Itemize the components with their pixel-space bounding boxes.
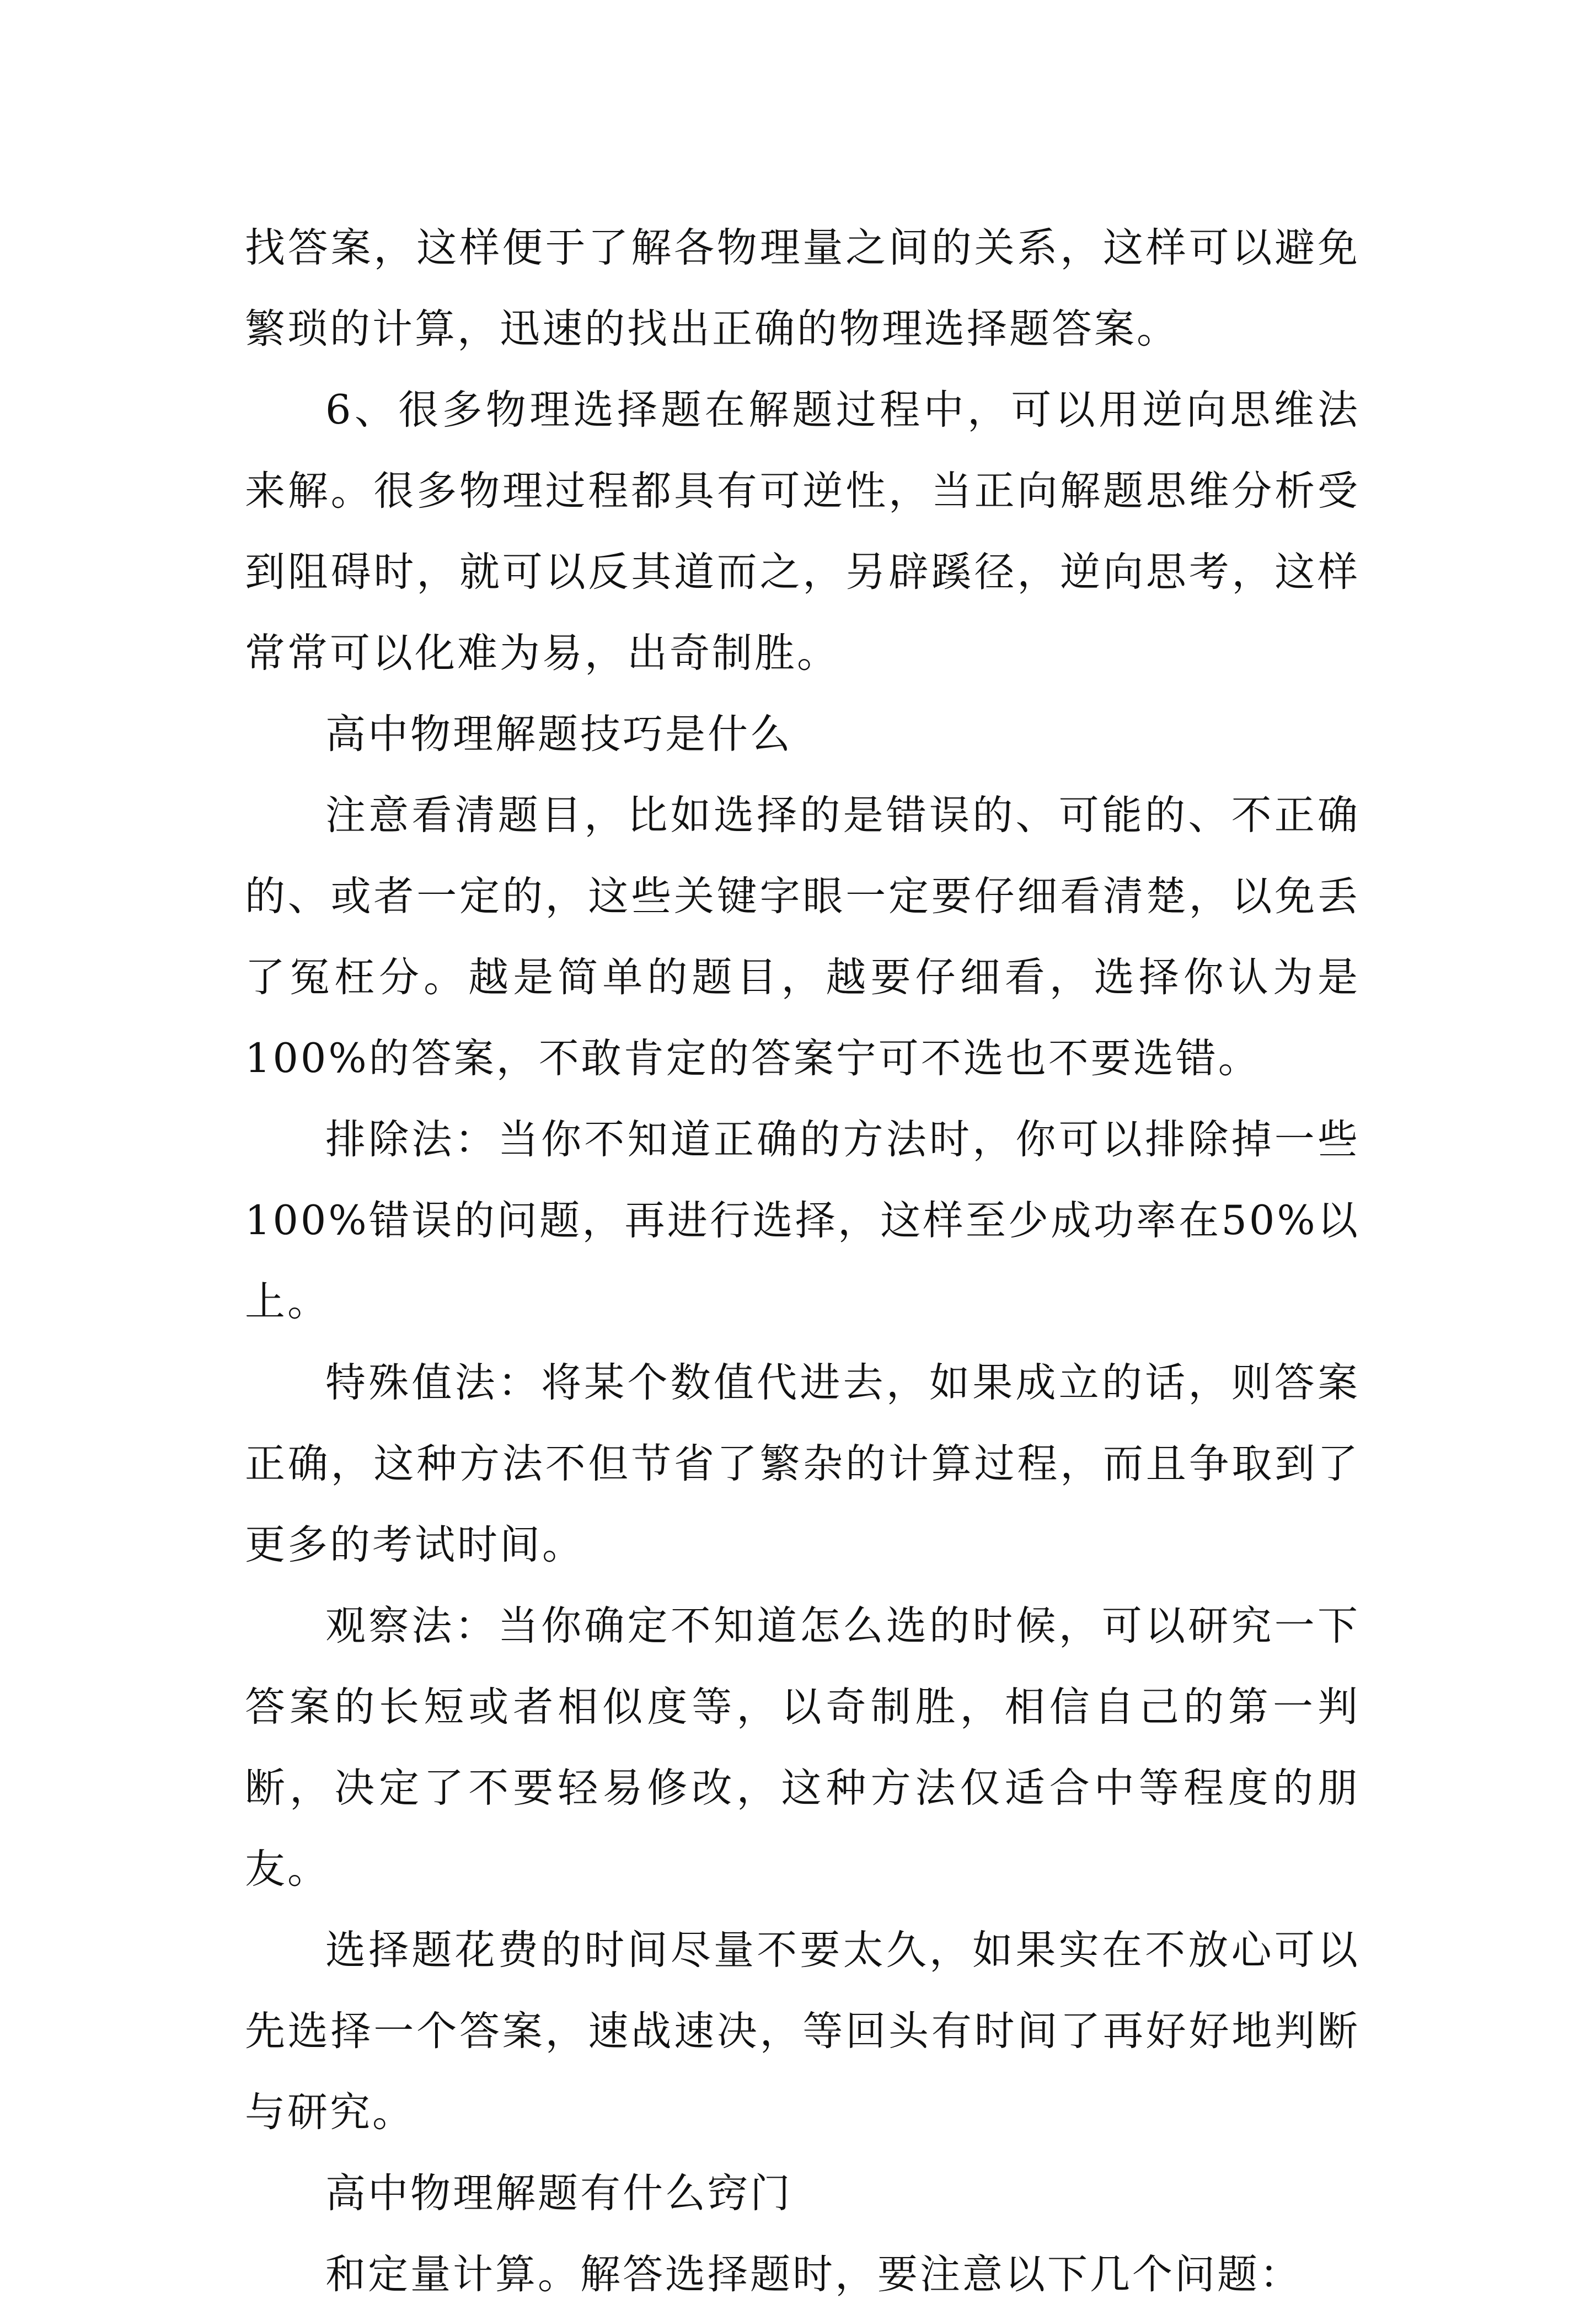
paragraph-special-value: 特殊值法：将某个数值代进去，如果成立的话，则答案正确，这种方法不但节省了繁杂的计算过程，而且争取到了更多的考试时间。: [245, 1359, 1360, 1568]
paragraph-elimination: 排除法：当你不知道正确的方法时，你可以排除掉一些100%错误的问题，再进行选择，这样至少成功率在50%以上。: [245, 1116, 1360, 1325]
paragraph-read-carefully: 注意看清题目，比如选择的是错误的、可能的、不正确的、或者一定的，这些关键字眼一定要仔细看清楚，以免丢了冤枉分。越是简单的题目，越要仔细看，选择你认为是100%的答案，不敢肯定的答案宁可不选也不要选错。: [245, 792, 1360, 1082]
document-body: [245, 207, 1360, 2315]
paragraph-calculation: 和定量计算。解答选择题时，要注意以下几个问题：: [325, 2251, 1302, 2298]
section-heading-tips: 高中物理解题有什么窍门: [325, 2170, 792, 2217]
paragraph-reverse-thinking: 6、很多物理选择题在解题过程中，可以用逆向思维法来解。很多物理过程都具有可逆性，当正向解题思维分析受到阻碍时，就可以反其道而之，另辟蹊径，逆向思考，这样常常可以化难为易，出奇制胜。: [245, 387, 1360, 677]
paragraph-time-management: 选择题花费的时间尽量不要太久，如果实在不放心可以先选择一个答案，速战速决，等回头有时间了再好好地判断与研究。: [245, 1927, 1360, 2136]
section-heading-techniques: 高中物理解题技巧是什么: [325, 711, 792, 758]
paragraph-observation: 观察法：当你确定不知道怎么选的时候，可以研究一下答案的长短或者相似度等，以奇制胜，相信自己的第一判断，决定了不要轻易修改，这种方法仅适合中等程度的朋友。: [245, 1603, 1360, 1893]
paragraph-continuation: 找答案，这样便于了解各物理量之间的关系，这样可以避免繁琐的计算，迅速的找出正确的物理选择题答案。: [245, 224, 1360, 352]
